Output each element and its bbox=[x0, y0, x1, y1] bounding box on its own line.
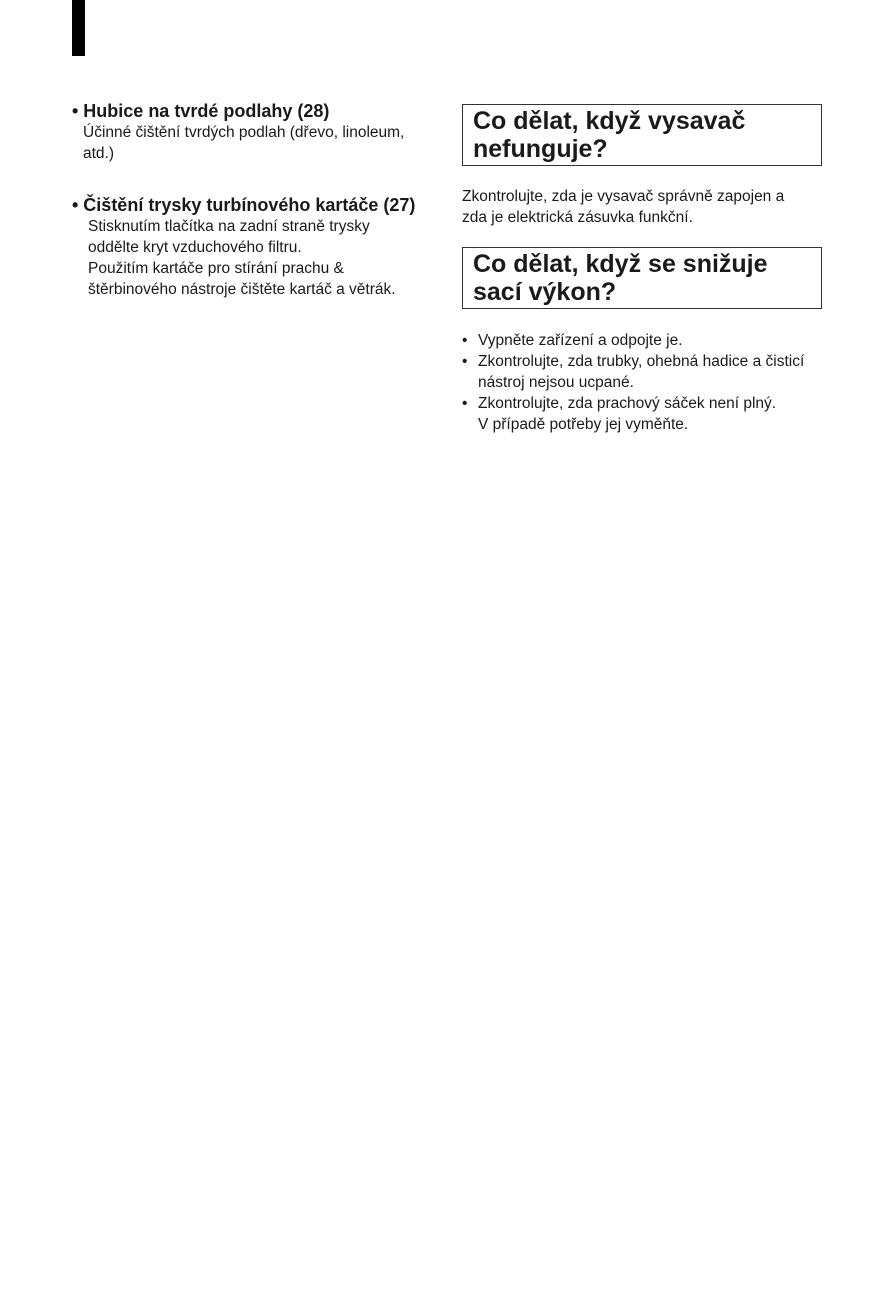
section-body bbox=[72, 122, 447, 164]
body-line: oddělte kryt vzduchového filtru. bbox=[88, 239, 302, 256]
body-line: štěrbinového nástroje čištěte kartáč a větrák. bbox=[88, 281, 396, 298]
section-hard-floor-nozzle bbox=[72, 100, 447, 164]
body-line: atd.) bbox=[83, 145, 115, 162]
section-body bbox=[72, 216, 447, 300]
bullet-line: V případě potřeby jej vyměňte. bbox=[478, 416, 689, 433]
bullet-line: Vypněte zařízení a odpojte je. bbox=[478, 332, 683, 349]
heading-line: Co dělat, když se snižuje bbox=[473, 250, 768, 278]
paragraph-line: Zkontrolujte, zda je vysavač správně zapojen a bbox=[462, 188, 785, 205]
troubleshoot-paragraph bbox=[462, 186, 822, 228]
section-turbo-brush-cleaning bbox=[72, 194, 447, 300]
bullet-item bbox=[462, 330, 822, 351]
heading-line: sací výkon? bbox=[473, 278, 617, 306]
body-line: Stisknutím tlačítka na zadní straně trysky bbox=[88, 218, 370, 235]
troubleshoot-bullet-list bbox=[462, 330, 822, 435]
heading-line: Co dělat, když vysavač bbox=[473, 107, 746, 135]
section-title: • Čištění trysky turbínového kartáče (27) bbox=[72, 195, 416, 215]
bullet-icon: • bbox=[462, 332, 468, 349]
page-edge-tab bbox=[72, 0, 85, 56]
bullet-item bbox=[462, 393, 822, 435]
paragraph-line: zda je elektrická zásuvka funkční. bbox=[462, 209, 693, 226]
body-line: Použitím kartáče pro stírání prachu & bbox=[88, 260, 344, 277]
left-column bbox=[72, 100, 447, 330]
heading-box-not-working bbox=[462, 104, 822, 166]
bullet-item bbox=[462, 351, 822, 393]
heading-box-suction-drop bbox=[462, 247, 822, 309]
bullet-line: nástroj nejsou ucpané. bbox=[478, 374, 634, 391]
bullet-icon: • bbox=[462, 353, 468, 370]
right-column bbox=[462, 104, 822, 435]
body-line: Účinné čištění tvrdých podlah (dřevo, linoleum, bbox=[83, 124, 405, 141]
heading-line: nefunguje? bbox=[473, 135, 608, 163]
bullet-line: Zkontrolujte, zda trubky, ohebná hadice a čisticí bbox=[478, 353, 805, 370]
section-title: • Hubice na tvrdé podlahy (28) bbox=[72, 101, 330, 121]
bullet-icon: • bbox=[462, 395, 468, 412]
bullet-line: Zkontrolujte, zda prachový sáček není plný. bbox=[478, 395, 777, 412]
